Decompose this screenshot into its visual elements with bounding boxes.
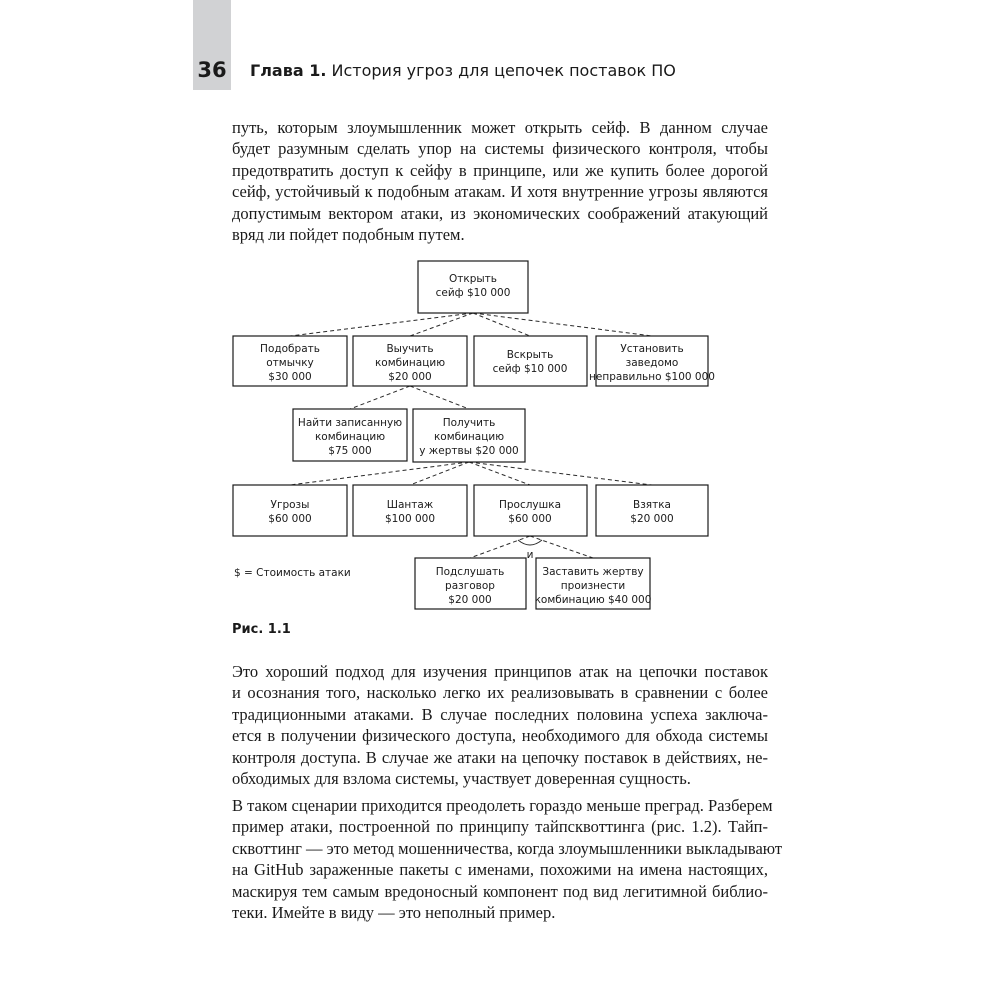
text-line: пример атаки, построенной по принципу тайпсквоттинга (рис. 1.2). Тайп-	[232, 817, 768, 837]
node-bribe	[596, 485, 708, 536]
node-threats	[233, 485, 347, 536]
edge	[290, 462, 469, 485]
node-text: сейф $10 000	[435, 287, 511, 299]
node-text: $20 000	[448, 594, 492, 606]
edge	[410, 386, 469, 409]
and-connector-arc	[518, 540, 542, 545]
edge	[410, 313, 473, 336]
node-text: Выучить	[386, 343, 434, 355]
text-line: сквоттинг — это метод мошенничества, когда злоумышленники выкладывают	[232, 838, 783, 858]
node-cut-open-safe	[474, 336, 587, 386]
text-line: обходимых для взлома системы, участвует доверенная сущность.	[232, 769, 691, 789]
node-install-improperly	[589, 336, 715, 386]
edge	[530, 536, 593, 558]
node-text: $60 000	[268, 513, 312, 525]
node-text: заведомо	[625, 357, 679, 369]
node-text: $20 000	[630, 513, 674, 525]
text-line: и осознания того, насколько легко их реализовывать в сравнении с более	[232, 683, 768, 703]
node-eavesdrop	[474, 485, 587, 536]
node-text: неправильно $100 000	[589, 371, 715, 383]
node-get-from-victim	[413, 409, 525, 462]
node-text: $60 000	[508, 513, 552, 525]
text-line: на GitHub зараженные пакеты с именами, похожими на имена настоящих,	[232, 860, 768, 880]
edge	[290, 313, 473, 336]
chapter-label: Глава 1.	[250, 61, 327, 80]
text-line: сейф, устойчивый к подобным атакам. И хотя внутренние угрозы являются	[232, 182, 768, 202]
node-learn-combination	[353, 336, 467, 386]
node-text: Взятка	[633, 499, 671, 511]
edge	[350, 386, 410, 409]
text-line: ется в получении физического доступа, необходимого для обхода системы	[232, 726, 768, 746]
edge	[469, 462, 652, 485]
text-line: традиционными атаками. В случае последних половина успеха заключа-	[232, 704, 768, 724]
node-text: Открыть	[449, 273, 497, 285]
page-number: 36	[197, 58, 227, 82]
text-line: маскируя тем самым вредоносный компонент под вид легитимной библио-	[232, 881, 768, 901]
node-text: Вскрыть	[506, 349, 554, 361]
text-line: теки. Имейте в виду — это неполный пример.	[232, 903, 556, 923]
node-text: комбинацию	[374, 357, 446, 369]
text-line: допустимым вектором атаки, из экономических соображений атакующий	[232, 203, 768, 223]
node-text: $30 000	[268, 371, 312, 383]
node-text: $75 000	[328, 445, 372, 457]
text-line: контроля доступа. В случае же атаки на цепочку поставок в действиях, не-	[232, 747, 768, 767]
node-text: Установить	[620, 343, 684, 355]
node-text: Подслушать	[435, 566, 505, 578]
node-text: Подобрать	[260, 343, 320, 355]
text-line: путь, которым злоумышленник может открыть сейф. В данном случае	[232, 118, 768, 137]
text-line: будет разумным сделать упор на системы физического контроля, чтобы	[232, 139, 768, 159]
node-open-safe	[418, 261, 528, 313]
node-pick-lock	[233, 336, 347, 386]
paragraph-3	[232, 795, 783, 923]
node-text: Угрозы	[270, 499, 310, 511]
chapter-title: История угроз для цепочек поставок ПО	[326, 61, 676, 80]
edge	[473, 313, 652, 336]
node-text: $20 000	[388, 371, 432, 383]
text-line: В таком сценарии приходится преодолеть гораздо меньше преград. Разберем	[232, 796, 773, 815]
text-line: вряд ли пойдет подобным путем.	[232, 225, 465, 245]
text-line: Это хороший подход для изучения принципов атак на цепочки поставок	[232, 662, 768, 681]
node-text: комбинацию $40 000	[534, 594, 652, 606]
node-text: Получить	[442, 417, 496, 429]
node-text: Заставить жертву	[542, 566, 644, 578]
node-text: Прослушка	[498, 499, 562, 511]
figure-caption: Рис. 1.1	[232, 622, 291, 637]
node-blackmail	[353, 485, 467, 536]
node-listen-to-conversation	[415, 558, 526, 609]
node-text: сейф $10 000	[492, 363, 568, 375]
node-text: разговор	[445, 580, 495, 592]
node-text: комбинацию	[314, 431, 386, 443]
node-text: $100 000	[384, 513, 436, 525]
node-text: произнести	[560, 580, 626, 592]
cost-legend-note: $ = Стоимость атаки	[234, 567, 351, 579]
node-text: Найти записанную	[297, 417, 403, 429]
node-text: у жертвы $20 000	[419, 445, 519, 457]
and-label: и	[526, 549, 534, 561]
node-text: Шантаж	[386, 499, 434, 511]
node-text: комбинацию	[433, 431, 505, 443]
node-force-victim-say	[535, 558, 652, 609]
node-find-written-combination	[293, 409, 407, 461]
edge	[470, 536, 530, 558]
node-text: отмычку	[266, 357, 314, 369]
paragraph-2	[232, 661, 768, 789]
text-line: предотвратить доступ к сейфу в принципе, или же купить более дорогой	[232, 160, 768, 180]
